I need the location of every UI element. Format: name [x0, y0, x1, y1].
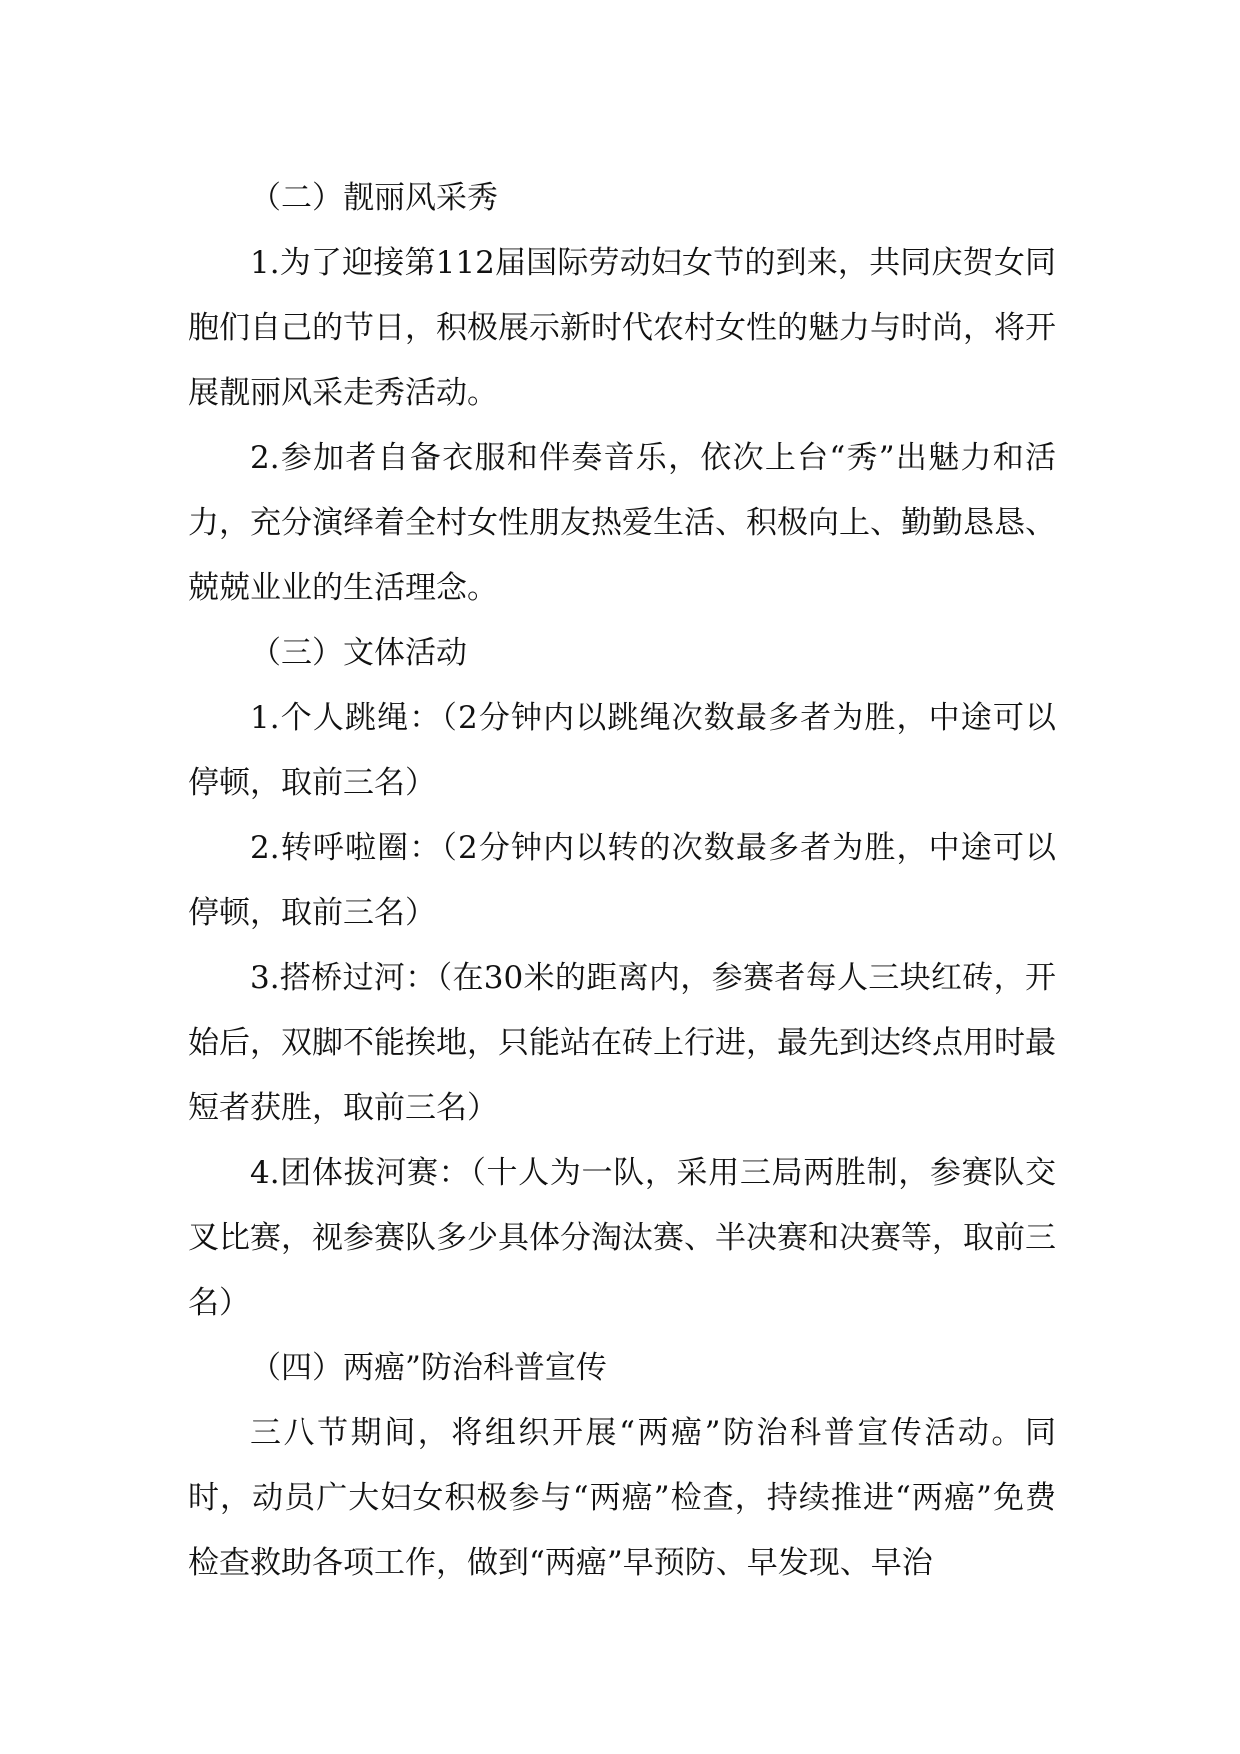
paragraph-4-1: 三八节期间，将组织开展“两癌”防治科普宣传活动。同时，动员广大妇女积极参与“两癌”检查，持续推进“两癌”免费检查救助各项工作，做到“两癌”早预防、早发现、早治	[188, 1415, 1056, 1581]
section-heading-3: （三）文体活动	[250, 635, 467, 671]
paragraph-3-2: 2.转呼啦圈：（2分钟内以转的次数最多者为胜，中途可以停顿，取前三名）	[188, 830, 1056, 931]
paragraph-3-1: 1.个人跳绳：（2分钟内以跳绳次数最多者为胜，中途可以停顿，取前三名）	[188, 700, 1056, 801]
paragraph-3-4: 4.团体拔河赛：（十人为一队，采用三局两胜制，参赛队交叉比赛，视参赛队多少具体分淘汰赛、半决赛和决赛等，取前三名）	[188, 1155, 1056, 1321]
paragraph-2-2: 2.参加者自备衣服和伴奏音乐，依次上台“秀”出魅力和活力，充分演绎着全村女性朋友热爱生活、积极向上、勤勤恳恳、兢兢业业的生活理念。	[188, 440, 1056, 606]
document-body	[188, 166, 1056, 1596]
paragraph-3-3: 3.搭桥过河：（在30米的距离内，参赛者每人三块红砖，开始后，双脚不能挨地，只能站在砖上行进，最先到达终点用时最短者获胜，取前三名）	[188, 960, 1056, 1126]
paragraph-2-1: 1.为了迎接第112届国际劳动妇女节的到来，共同庆贺女同胞们自己的节日，积极展示新时代农村女性的魅力与时尚，将开展靓丽风采走秀活动。	[188, 245, 1056, 411]
section-heading-4: （四）两癌”防治科普宣传	[250, 1350, 607, 1386]
section-heading-2: （二）靓丽风采秀	[250, 180, 498, 216]
